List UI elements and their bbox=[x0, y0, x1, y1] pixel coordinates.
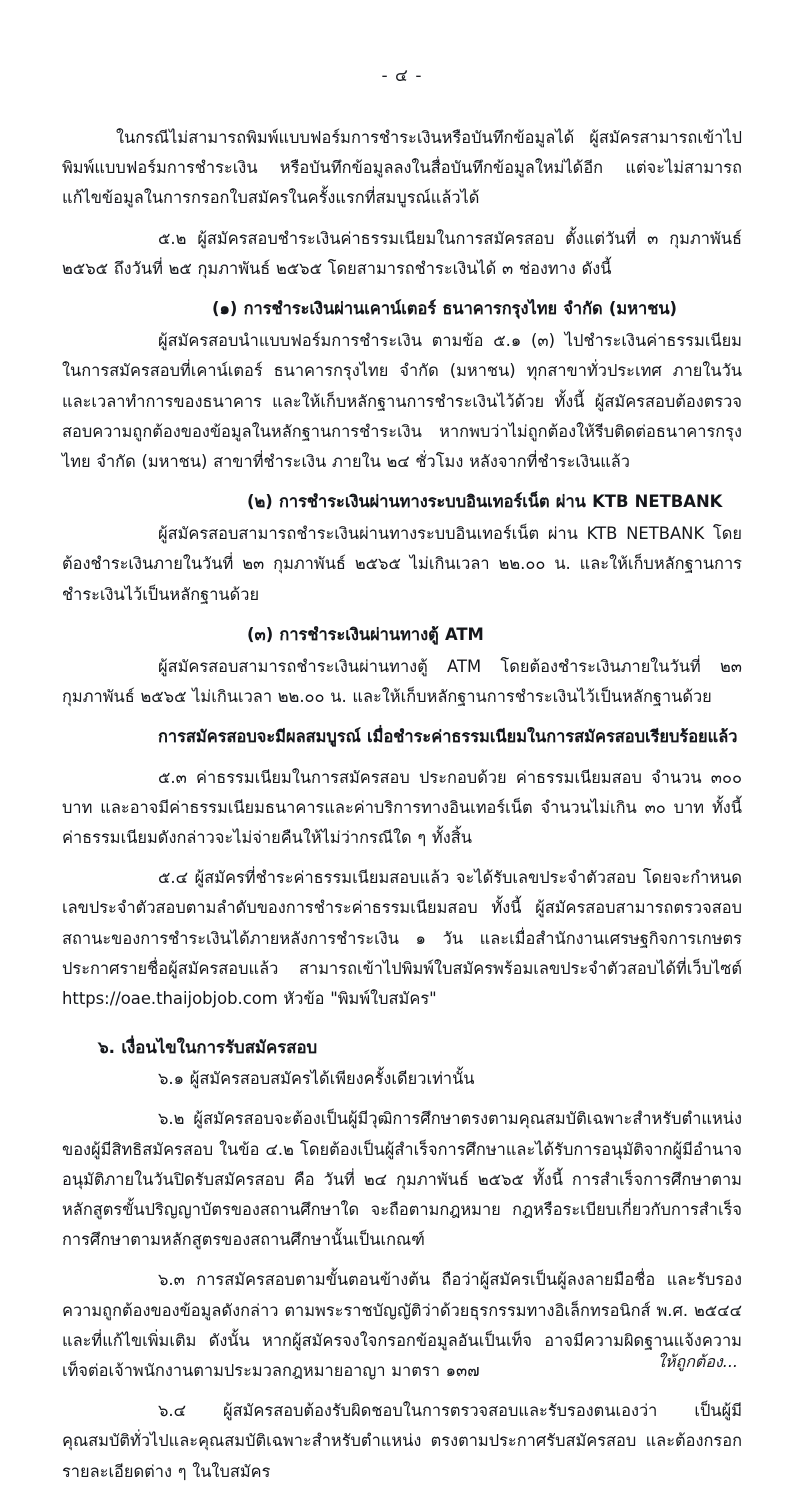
heading-channel-1: (๑) การชำระเงินผ่านเคาน์เตอร์ ธนาคารกรุงไทย จำกัด (มหาชน) bbox=[212, 298, 678, 318]
page-number: - ๔ - bbox=[381, 66, 423, 86]
heading-channel-3: (๓) การชำระเงินผ่านทางตู้ ATM bbox=[247, 624, 484, 644]
paragraph-channel-2: ผู้สมัครสอบสามารถชำระเงินผ่านทางระบบอินเทอร์เน็ต ผ่าน KTB NETBANK โดยต้องชำระเงินภายในวันที่ ๒๓ กุมภาพันธ์ ๒๕๖๕ ไม่เกินเวลา ๒๒.๐๐ น. และให้เก็บหลักฐานการชำระเงินไว้เป็นหลักฐานด้วย bbox=[62, 524, 742, 604]
paragraph-completion-note: การสมัครสอบจะมีผลสมบูรณ์ เมื่อชำระค่าธรรมเนียมในการสมัครสอบเรียบร้อยแล้ว bbox=[158, 727, 738, 747]
heading-section-6: ๖. เงื่อนไขในการรับสมัครสอบ bbox=[98, 1037, 318, 1058]
paragraph-6-3: ๖.๓ การสมัครสอบตามขั้นตอนข้างต้น ถือว่าผู้สมัครเป็นผู้ลงลายมือชื่อ และรับรองความถูกต้องของข้อมูลดังกล่าว ตามพระราชบัญญัติว่าด้วยธุรกรรมทางอิเล็กทรอนิกส์ พ.ศ. ๒๕๔๔ และที่แก้ไขเพิ่มเติม ดังนั้น หากผู้สมัครจงใจกรอกข้อมูลอันเป็นเท็จ อาจมีความผิดฐานแจ้งความเท็จต่อเจ้าพนักงานตามประมวลกฎหมายอาญา มาตรา ๑๓๗ bbox=[62, 1270, 742, 1380]
heading-channel-2: (๒) การชำระเงินผ่านทางระบบอินเทอร์เน็ต ผ่าน KTB NETBANK bbox=[247, 492, 723, 512]
paragraph-6-4: ๖.๔ ผู้สมัครสอบต้องรับผิดชอบในการตรวจสอบและรับรองตนเองว่า เป็นผู้มีคุณสมบัติทั่วไปและคุณสมบัติเฉพาะสำหรับตำแหน่ง ตรงตามประกาศรับสมัครสอบ และต้องกรอกรายละเอียดต่าง ๆ ในใบสมัคร bbox=[62, 1401, 742, 1481]
paragraph-5-2: ๕.๒ ผู้สมัครสอบชำระเงินค่าธรรมเนียมในการสมัครสอบ ตั้งแต่วันที่ ๓ กุมภาพันธ์ ๒๕๖๕ ถึงวันที่ ๒๕ กุมภาพันธ์ ๒๕๖๕ โดยสามารถชำระเงินได้ ๓ ช่องทาง ดังนี้ bbox=[62, 228, 742, 278]
paragraph-6-2: ๖.๒ ผู้สมัครสอบจะต้องเป็นผู้มีวุฒิการศึกษาตรงตามคุณสมบัติเฉพาะสำหรับตำแหน่งของผู้มีสิทธิสมัครสอบ ในข้อ ๔.๒ โดยต้องเป็นผู้สำเร็จการศึกษาและได้รับการอนุมัติจากผู้มีอำนาจอนุมัติภายในวันปิดรับสมัครสอบ คือ วันที่ ๒๔ กุมภาพันธ์ ๒๕๖๕ ทั้งนี้ การสำเร็จการศึกษาตามหลักสูตรขั้นปริญญาบัตรของสถานศึกษาใด จะถือตามกฎหมาย กฎหรือระเบียบเกี่ยวกับการสำเร็จการศึกษาตามหลักสูตรของสถานศึกษานั้นเป็นเกณฑ์ bbox=[62, 1109, 742, 1250]
paragraph-channel-3: ผู้สมัครสอบสามารถชำระเงินผ่านทางตู้ ATM โดยต้องชำระเงินภายในวันที่ ๒๓ กุมภาพันธ์ ๒๕๖๕ ไม่เกินเวลา ๒๒.๐๐ น. และให้เก็บหลักฐานการชำระเงินไว้เป็นหลักฐานด้วย bbox=[62, 657, 742, 707]
footer-continuation-note: ให้ถูกต้อง... bbox=[657, 1352, 738, 1371]
paragraph-6-1: ๖.๑ ผู้สมัครสอบสมัครได้เพียงครั้งเดียวเท่านั้น bbox=[158, 1069, 475, 1089]
paragraph-channel-1: ผู้สมัครสอบนำแบบฟอร์มการชำระเงิน ตามข้อ ๕.๑ (๓) ไปชำระเงินค่าธรรมเนียมในการสมัครสอบที่เคาน์เตอร์ ธนาคารกรุงไทย จำกัด (มหาชน) ทุกสาขาทั่วประเทศ ภายในวันและเวลาทำการของธนาคาร และให้เก็บหลักฐานการชำระเงินไว้ด้วย ทั้งนี้ ผู้สมัครสอบต้องตรวจสอบความถูกต้องของข้อมูลในหลักฐานการชำระเงิน หากพบว่าไม่ถูกต้องให้รีบติดต่อธนาคารกรุงไทย จำกัด (มหาชน) สาขาที่ชำระเงิน ภายใน ๒๔ ชั่วโมง หลังจากที่ชำระเงินแล้ว bbox=[62, 331, 742, 471]
paragraph-5-4: ๕.๔ ผู้สมัครที่ชำระค่าธรรมเนียมสอบแล้ว จะได้รับเลขประจำตัวสอบ โดยจะกำหนดเลขประจำตัวสอบตามลำดับของการชำระค่าธรรมเนียมสอบ ทั้งนี้ ผู้สมัครสอบสามารถตรวจสอบสถานะของการชำระเงินได้ภายหลังการชำระเงิน ๑ วัน และเมื่อสำนักงานเศรษฐกิจการเกษตร ประกาศรายชื่อผู้สมัครสอบแล้ว สามารถเข้าไปพิมพ์ใบสมัครพร้อมเลขประจำตัวสอบได้ที่เว็บไซต์ https://oae.thaijobjob.com หัวข้อ "พิมพ์ใบสมัคร" bbox=[62, 868, 742, 1008]
paragraph-5-3: ๕.๓ ค่าธรรมเนียมในการสมัครสอบ ประกอบด้วย ค่าธรรมเนียมสอบ จำนวน ๓๐๐ บาท และอาจมีค่าธรรมเนียมธนาคารและค่าบริการทางอินเทอร์เน็ต จำนวนไม่เกิน ๓๐ บาท ทั้งนี้ ค่าธรรมเนียมดังกล่าวจะไม่จ่ายคืนให้ไม่ว่ากรณีใด ๆ ทั้งสิ้น bbox=[62, 767, 742, 847]
paragraph-intro: ในกรณีไม่สามารถพิมพ์แบบฟอร์มการชำระเงินหรือบันทึกข้อมูลได้ ผู้สมัครสามารถเข้าไปพิมพ์แบบฟอร์มการชำระเงิน หรือบันทึกข้อมูลลงในสื่อบันทึกข้อมูลใหม่ได้อีก แต่จะไม่สามารถแก้ไขข้อมูลในการกรอกใบสมัครในครั้งแรกที่สมบูรณ์แล้วได้ bbox=[62, 128, 742, 208]
